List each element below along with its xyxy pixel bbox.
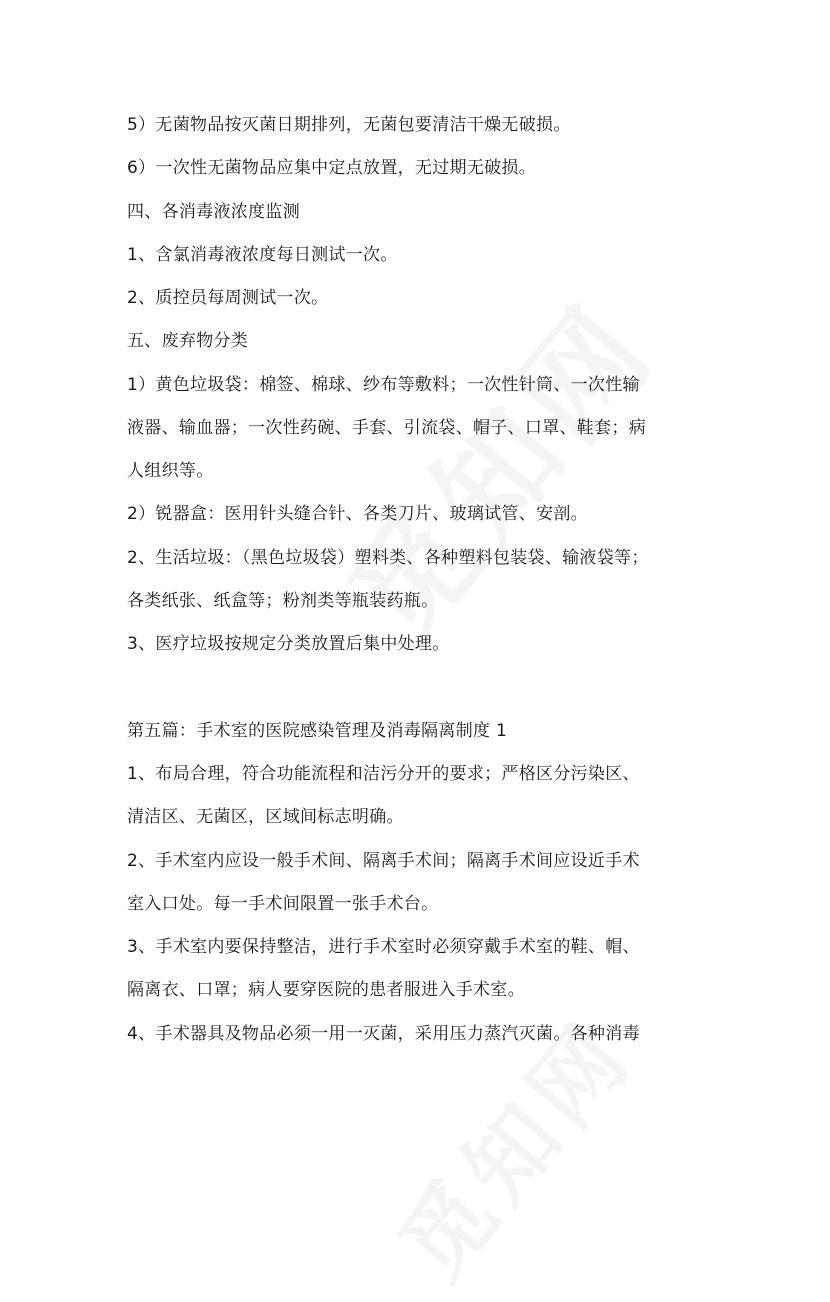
text-line: 4、手术器具及物品必须一用一灭菌，采用压力蒸汽灭菌。各种消毒 [127,1024,640,1044]
text-line: 人组织等。 [127,461,214,481]
text-line: 5）无菌物品按灭菌日期排列，无菌包要清洁干燥无破损。 [127,115,571,135]
text-line: 2、手术室内应设一般手术间、隔离手术间；隔离手术间应设近手术 [127,851,640,871]
text-line: 3、医疗垃圾按规定分类放置后集中处理。 [127,634,450,654]
text-line: 6）一次性无菌物品应集中定点放置，无过期无破损。 [127,158,537,178]
text-line: 隔离衣、口罩；病人要穿医院的患者服进入手术室。 [127,980,525,1000]
text-line: 1、布局合理，符合功能流程和洁污分开的要求；严格区分污染区、 [127,764,640,784]
text-line: 1、含氯消毒液浓度每日测试一次。 [127,245,398,265]
text-line: 清洁区、无菌区，区域间标志明确。 [127,807,404,827]
text-line: 液器、输血器；一次性药碗、手套、引流袋、帽子、口罩、鞋套；病 [127,418,646,438]
text-line: 1）黄色垃圾袋：棉签、棉球、纱布等敷料；一次性针筒、一次性输 [127,375,640,395]
text-line: 2、质控员每周测试一次。 [127,288,329,308]
section-heading: 四、各消毒液浓度监测 [127,202,300,222]
text-line: 3、手术室内要保持整洁，进行手术室时必须穿戴手术室的鞋、帽、 [127,937,640,957]
text-line: 各类纸张、纸盒等；粉剂类等瓶装药瓶。 [127,591,439,611]
text-line: 2）锐器盒：医用针头缝合针、各类刀片、玻璃试管、安剖。 [127,504,588,524]
section-heading: 五、废弃物分类 [127,331,249,351]
text-line: 2、生活垃圾：（黑色垃圾袋）塑料类、各种塑料包装袋、输液袋等； [127,548,649,568]
text-line: 室入口处。每一手术间限置一张手术台。 [127,894,439,914]
chapter-title: 第五篇：手术室的医院感染管理及消毒隔离制度 1 [127,721,508,741]
